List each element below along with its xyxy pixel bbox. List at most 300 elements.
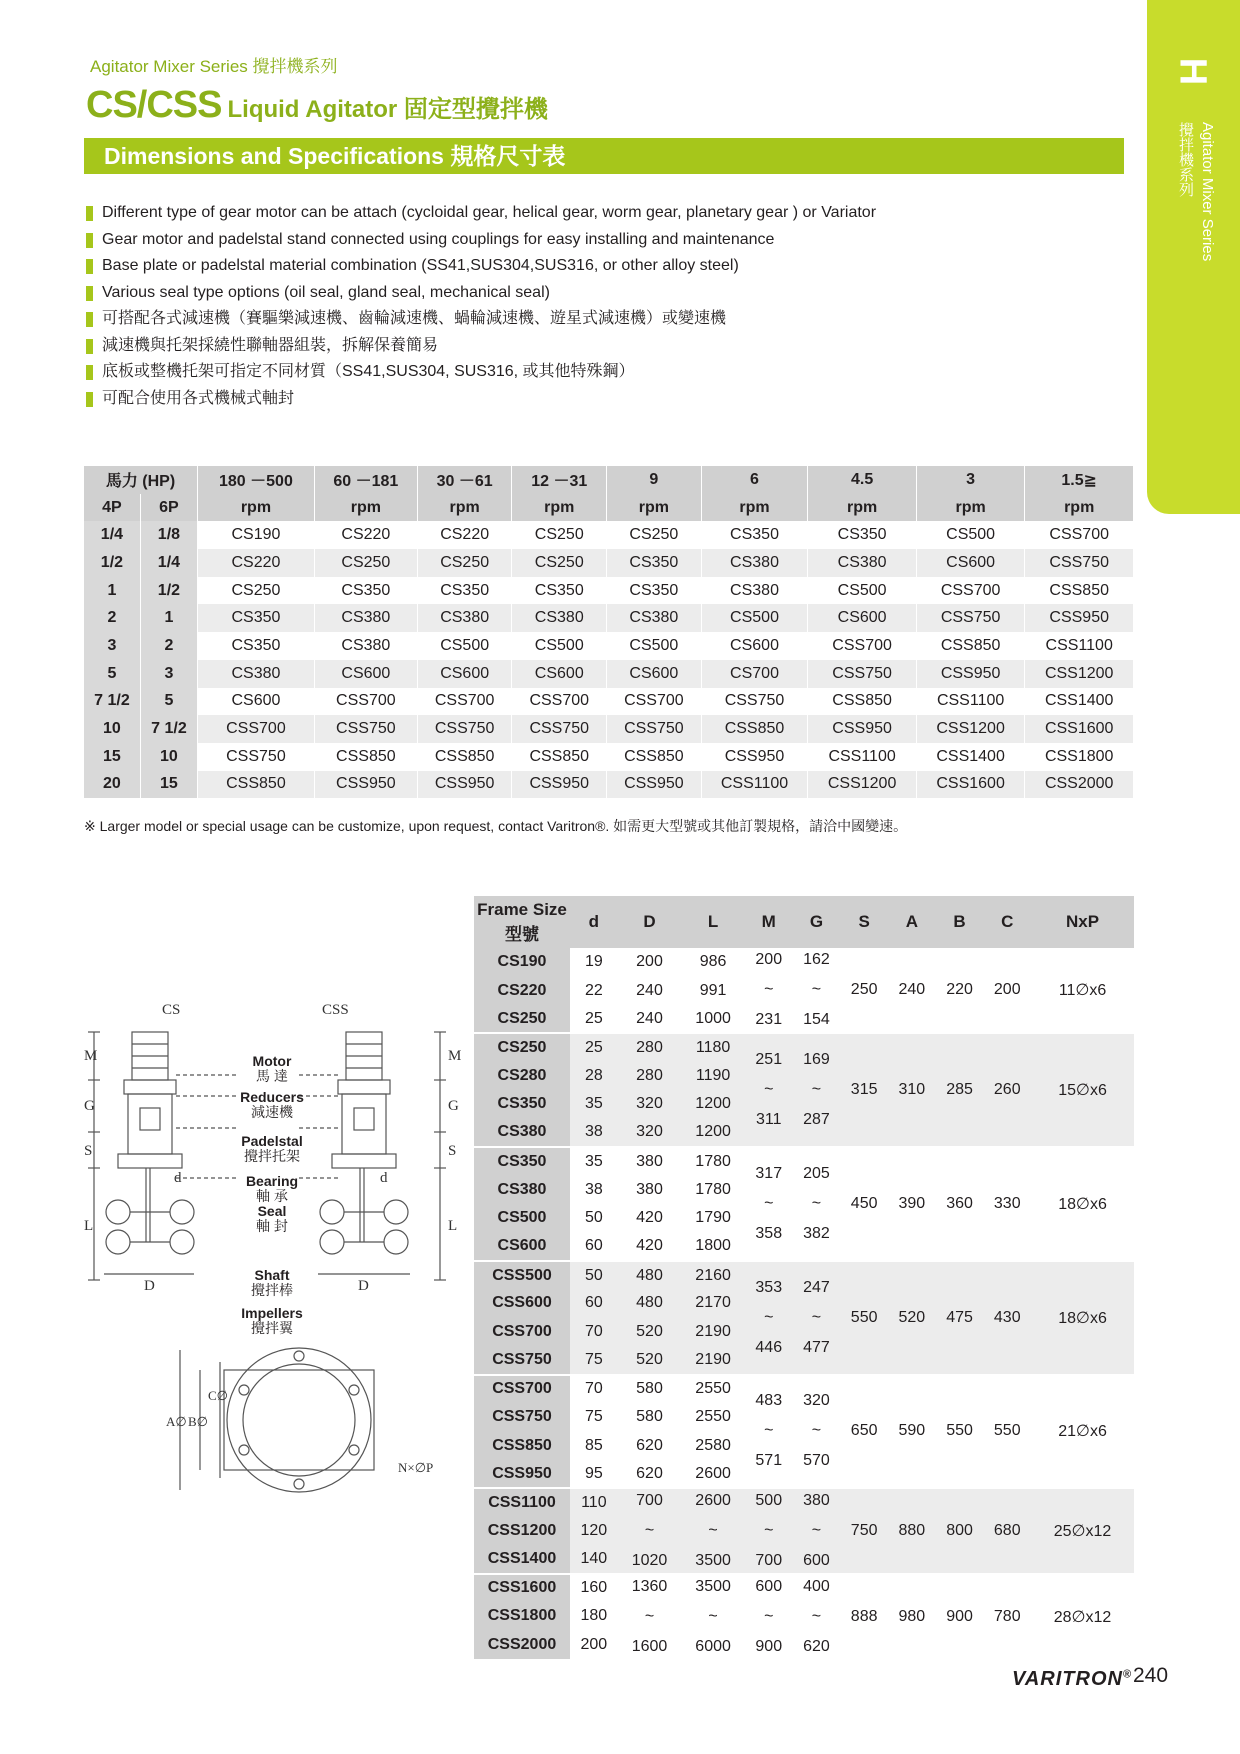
model-cell: CS600 [314,660,417,688]
model-cell: CSS700 [1025,521,1134,549]
dim-G-range [793,1147,841,1261]
range-stack [793,1165,841,1243]
range-tilde: ~ [764,1194,774,1212]
hp-4p-cell: 20 [84,771,140,799]
speed-header: 1.5≧ [1025,466,1134,494]
dim-column-header: L [681,896,745,948]
range-stack [745,951,793,1029]
range-min: 251 [755,1051,783,1069]
range-max: 477 [803,1338,830,1356]
table-row [474,1488,1134,1516]
range-tilde: ~ [811,981,822,999]
model-cell: CS500 [808,577,917,605]
model-cell: CSS700 [198,715,315,743]
model-cell: CSS750 [314,715,417,743]
table-row [474,1574,1134,1602]
dim-b-cell: 550 [936,1375,984,1489]
dim-c-dia: C∅ [208,1388,228,1403]
part-label-zh: 攪拌翼 [251,1320,293,1336]
dim-column-header: B [936,896,984,948]
cs-padelstal-shape [128,1094,172,1154]
dim-b-cell: 475 [936,1261,984,1375]
shaft-d-cell: 50 [570,1204,618,1232]
dim-c-cell: 550 [983,1375,1031,1489]
hp-4p-cell: 3 [84,632,140,660]
range-stack [745,1051,793,1129]
model-cell: CS190 [198,521,315,549]
brand-reg: ® [1122,1668,1133,1681]
flange-inner-shape [243,1364,355,1476]
model-cell: CSS700 [808,632,917,660]
model-cell: CS500 [417,632,512,660]
dim-D-cell: 240 [618,976,682,1004]
dim-column-header: G [793,896,841,948]
range-stack [745,1279,793,1357]
dim-L-cell: 2580 [681,1431,745,1459]
dim-g-left: G [84,1098,95,1114]
shaft-d-cell: 38 [570,1119,618,1147]
part-label-en: Seal [257,1203,287,1219]
model-cell: CSS850 [701,715,808,743]
range-min: 247 [803,1278,830,1296]
model-cell: CS220 [198,549,315,577]
css-impeller-shape [320,1200,344,1224]
frame-size-cell: CS280 [474,1062,570,1090]
feature-item: Gear motor and padelstal stand connected using couplings for easy installing and maintenance [86,227,876,254]
dim-D-cell: 420 [618,1232,682,1260]
model-cell: CS350 [701,521,808,549]
model-cell: CS250 [512,549,607,577]
shaft-d-cell: 180 [580,1607,608,1625]
range-min: 380 [803,1491,830,1509]
dim-s-left: S [84,1143,93,1159]
range-tilde: ~ [811,1194,822,1212]
dim-G-range [793,1375,841,1489]
dim-a-cell: 980 [888,1574,936,1659]
model-cell: CSS850 [916,632,1025,660]
part-label-zh: 減速機 [251,1104,293,1120]
part-label-en: Padelstal [241,1133,303,1149]
frame-size-cell: CS350 [474,1147,570,1175]
frame-size-cell: CS190 [474,948,570,976]
model-cell: CS380 [314,604,417,632]
frame-size-cell: CS250 [474,1033,570,1061]
model-cell: CSS1100 [1025,632,1134,660]
cs-reducer-shape [124,1080,176,1094]
table-row [84,715,1134,743]
range-max: 287 [803,1111,830,1129]
frame-size-cell: CSS1600 [474,1574,570,1602]
dim-b-cell: 800 [936,1488,984,1573]
table-row [474,1261,1134,1289]
dim-g-right: G [448,1098,459,1114]
rpm-unit: rpm [198,494,315,522]
model-cell: CSS850 [314,743,417,771]
dim-L-cell: 2550 [681,1375,745,1403]
range-stack [618,1578,682,1656]
dim-s-cell: 315 [840,1033,888,1147]
dim-L-cell: 1190 [681,1062,745,1090]
model-cell: CSS850 [1025,577,1134,605]
model-cell: CS380 [808,549,917,577]
dim-c-cell: 680 [983,1488,1031,1573]
model-cell: CSS1600 [1025,715,1134,743]
frame-size-cell: CS220 [474,976,570,1004]
dim-column-header: D [618,896,682,948]
model-cell: CSS1600 [916,771,1025,799]
hp-4p-cell: 5 [84,660,140,688]
model-cell: CSS2000 [1025,771,1134,799]
frame-size-cell: CS250 [474,1005,570,1033]
range-min: 700 [636,1491,663,1509]
dim-c-cell: 430 [983,1261,1031,1375]
model-cell: CSS700 [314,688,417,716]
table-row [84,660,1134,688]
feature-list [86,200,876,412]
shaft-d-cell: 85 [570,1431,618,1459]
dim-column-header: M [745,896,793,948]
hp-6p-cell: 1 [140,604,197,632]
table-row [84,577,1134,605]
range-max: 311 [755,1111,782,1129]
model-cell: CS350 [417,577,512,605]
css-reducer-shape [338,1080,390,1094]
model-cell: CSS1200 [1025,660,1134,688]
dim-D-cell: 380 [618,1176,682,1204]
dim-L-cell: 1180 [681,1033,745,1061]
frame-size-cell: CSS500 [474,1261,570,1289]
shaft-d-cell: 22 [570,976,618,1004]
shaft-d-cell: 35 [570,1147,618,1175]
dim-c-cell: 200 [983,948,1031,1033]
shaft-d-cell: 75 [570,1403,618,1431]
range-max: 231 [755,1011,783,1029]
rpm-unit: rpm [607,494,702,522]
dim-L-cell: 991 [681,976,745,1004]
dim-l-right: L [448,1218,458,1234]
model-cell: CSS950 [512,771,607,799]
shaft-d-cell: 35 [570,1090,618,1118]
feature-item: Base plate or padelstal material combination (SS41,SUS304,SUS316, or other alloy steel) [86,253,876,280]
model-cell: CSS750 [808,660,917,688]
dim-D-cell: 280 [618,1062,682,1090]
model-cell: CSS700 [417,688,512,716]
model-cell: CSS1200 [916,715,1025,743]
shaft-d-cell: 60 [570,1232,618,1260]
dim-s-right: S [448,1143,457,1159]
frame-size-label: Frame Size [477,899,567,919]
shaft-d-cell: 38 [570,1176,618,1204]
spec-table [84,466,1134,798]
dim-D-range [618,1488,682,1573]
model-cell: CSS1100 [808,743,917,771]
range-tilde: ~ [764,1081,774,1099]
range-stack [793,1578,841,1656]
model-cell: CS380 [607,604,702,632]
range-tilde: ~ [811,1422,822,1440]
range-stack [793,1392,841,1470]
shaft-d-cell: 110 [570,1488,618,1516]
model-cell: CSS750 [607,715,702,743]
css-base-shape [332,1154,396,1168]
dim-s-cell: 650 [840,1375,888,1489]
part-label-en: Impellers [241,1305,303,1321]
dim-b-cell: 285 [936,1033,984,1147]
part-label-zh: 攪拌棒 [251,1282,293,1298]
range-min: 200 [755,951,783,969]
dim-D-cell: 620 [618,1431,682,1459]
shaft-d-cell: 160 [570,1574,618,1602]
frame-size-cell: CS380 [474,1119,570,1147]
table-row [84,743,1134,771]
range-max: 446 [755,1338,783,1356]
model-cell: CS350 [808,521,917,549]
frame-size-cell: CSS1800 [474,1602,570,1630]
model-cell: CS600 [701,632,808,660]
cs-base-shape [118,1154,182,1168]
dim-c-cell: 260 [983,1033,1031,1147]
range-min: 500 [755,1491,783,1509]
shaft-d-cell: 200 [580,1635,608,1653]
cs-label: CS [162,1002,181,1018]
range-max: 6000 [695,1637,731,1655]
range-max: 154 [803,1011,830,1029]
model-cell: CS250 [417,549,512,577]
range-max: 3500 [695,1551,731,1569]
css-padelstal-shape [342,1094,386,1154]
title-subtitle: Liquid Agitator 固定型攪拌機 [227,96,548,123]
dim-L-cell: 1000 [681,1005,745,1033]
speed-header: 3 [916,466,1025,494]
dim-nxp-cell: 15∅x6 [1031,1033,1134,1147]
dim-D-cell: 280 [618,1033,682,1061]
range-min: 320 [803,1392,830,1410]
hp-header: 馬力 (HP) [84,466,198,494]
range-min: 400 [803,1577,830,1595]
range-min: 3500 [695,1577,731,1595]
model-cell: CS600 [808,604,917,632]
dim-L-range [681,1574,745,1659]
speed-header: 12 －31 [512,466,607,494]
model-cell: CSS850 [198,771,315,799]
dim-L-cell: 1200 [681,1090,745,1118]
dim-a-cell: 880 [888,1488,936,1573]
model-cell: CSS1100 [701,771,808,799]
dim-M-range [745,1261,793,1375]
dim-M-range [745,1488,793,1573]
dim-c-cell: 780 [983,1574,1031,1659]
page-title [86,84,548,127]
dim-nxp-cell: 18∅x6 [1031,1261,1134,1375]
speed-header: 6 [701,466,808,494]
shaft-d-cell: 75 [570,1346,618,1374]
dim-L-cell: 986 [681,948,745,976]
model-cell: CS380 [198,660,315,688]
dim-a-cell: 390 [888,1147,936,1261]
table-row [474,948,1134,976]
model-cell: CSS850 [512,743,607,771]
dim-s-cell: 888 [840,1574,888,1659]
range-min: 353 [755,1278,783,1296]
table-row [84,604,1134,632]
rpm-unit: rpm [1025,494,1134,522]
dim-M-range [745,1574,793,1659]
range-stack [793,1492,841,1570]
range-stack [618,1492,682,1570]
model-cell: CSS700 [607,688,702,716]
range-max: 900 [755,1637,783,1655]
frame-size-cell: CSS700 [474,1375,570,1403]
model-cell: CSS850 [417,743,512,771]
dim-column-header: d [570,896,618,948]
css-label: CSS [322,1002,349,1018]
dim-b-cell: 360 [936,1147,984,1261]
rpm-unit: rpm [512,494,607,522]
range-max: 571 [755,1452,783,1470]
range-tilde: ~ [811,1308,822,1326]
frame-size-cell: CSS2000 [474,1631,570,1659]
model-cell: CSS750 [1025,549,1134,577]
model-cell: CS350 [198,604,315,632]
dim-D-cell: 380 [618,1147,682,1175]
dim-nxp: N×∅P [398,1460,434,1475]
range-max: 1600 [631,1637,668,1655]
dim-d-small-cs: d [174,1170,182,1186]
dim-D-cell: 580 [618,1403,682,1431]
dim-G-range [793,948,841,1033]
feature-item: 可搭配各式減速機（賽驅樂減速機、齒輪減速機、蝸輪減速機、遊星式減速機）或變速機 [86,306,876,333]
model-cell: CSS950 [417,771,512,799]
range-tilde: ~ [764,1607,774,1625]
range-min: 600 [755,1577,783,1595]
speed-header: 9 [607,466,702,494]
dim-nxp-cell: 18∅x6 [1031,1147,1134,1261]
speed-header: 180 －500 [198,466,315,494]
table-row [84,521,1134,549]
range-tilde: ~ [708,1521,718,1539]
shaft-d-cell: 28 [570,1062,618,1090]
range-max: 570 [803,1452,830,1470]
range-max: 700 [755,1551,783,1569]
shaft-d-cell: 25 [570,1033,618,1061]
range-max: 1020 [631,1551,668,1569]
dim-nxp-cell: 28∅x12 [1031,1574,1134,1659]
range-tilde: ~ [708,1607,718,1625]
dim-a-dia: A∅ [166,1414,187,1429]
model-cell: CS350 [198,632,315,660]
rpm-unit: rpm [916,494,1025,522]
part-label-en: Reducers [240,1089,304,1105]
title-model: CS/CSS [86,84,222,126]
dimension-table [474,896,1134,1659]
model-cell: CSS1100 [916,688,1025,716]
hp-4p-cell: 2 [84,604,140,632]
frame-size-cell: CSS1100 [474,1488,570,1516]
dim-b-cell: 220 [936,948,984,1033]
feature-item: 減速機與托架採繞性聯軸器組裝，拆解保養簡易 [86,333,876,360]
range-stack [681,1492,745,1570]
dim-D-cell: 320 [618,1090,682,1118]
range-min: 205 [803,1164,830,1182]
range-stack [745,1165,793,1243]
hp-6p-cell: 5 [140,688,197,716]
model-cell: CS250 [314,549,417,577]
dim-D-cell: 580 [618,1375,682,1403]
dim-m-right: M [448,1048,462,1064]
range-max: 358 [755,1224,783,1242]
hp-4p-cell: 1/4 [84,521,140,549]
model-cell: CSS950 [808,715,917,743]
range-tilde: ~ [811,1521,822,1539]
pole-4p-header: 4P [84,494,140,522]
shaft-d-cell: 25 [570,1005,618,1033]
model-cell: CSS950 [1025,604,1134,632]
dim-column-header: C [983,896,1031,948]
speed-header: 60 －181 [314,466,417,494]
model-cell: CSS1800 [1025,743,1134,771]
model-cell: CSS700 [916,577,1025,605]
dim-M-range [745,1033,793,1147]
hp-6p-cell: 15 [140,771,197,799]
model-cell: CS350 [607,549,702,577]
frame-size-cell: CS350 [474,1090,570,1118]
table-row [84,771,1134,799]
model-cell: CS500 [607,632,702,660]
model-cell: CS380 [701,577,808,605]
range-tilde: ~ [764,1308,774,1326]
range-max: 382 [803,1224,830,1242]
rpm-unit: rpm [808,494,917,522]
frame-size-cell: CSS1200 [474,1517,570,1545]
range-min: 317 [755,1164,783,1182]
model-cell: CS220 [417,521,512,549]
dim-column-header: NxP [1031,896,1134,948]
dim-D-cell: 520 [618,1346,682,1374]
dim-nxp-cell: 11∅x6 [1031,948,1134,1033]
range-min: 1360 [631,1577,668,1595]
range-tilde: ~ [644,1521,655,1539]
dim-column-header: S [840,896,888,948]
series-label: Agitator Mixer Series 攪拌機系列 [90,57,338,76]
hp-4p-cell: 10 [84,715,140,743]
dim-D-cell: 200 [618,948,682,976]
rpm-unit: rpm [314,494,417,522]
model-cell: CS350 [607,577,702,605]
dim-L-cell: 1200 [681,1119,745,1147]
speed-header: 30 －61 [417,466,512,494]
rpm-unit: rpm [701,494,808,522]
part-label-en: Bearing [245,1173,299,1189]
dim-D-cell: 480 [618,1261,682,1289]
dim-L-range [681,1488,745,1573]
custom-order-note: ※ Larger model or special usage can be customize, upon request, contact Varitron®. 如需更大型號或其他訂製規格，請洽中國變速。 [84,818,908,834]
part-label-zh: 攪拌托架 [244,1148,300,1164]
table-row [474,1375,1134,1403]
hp-6p-cell: 3 [140,660,197,688]
table-row [84,549,1134,577]
range-max: 620 [803,1637,830,1655]
range-tilde: ~ [644,1607,655,1625]
frame-size-cell: CS600 [474,1232,570,1260]
model-cell: CS350 [314,577,417,605]
dim-D-range [618,1574,682,1659]
model-cell: CSS750 [198,743,315,771]
dim-L-cell: 1800 [681,1232,745,1260]
model-cell: CSS750 [512,715,607,743]
model-cell: CSS1400 [916,743,1025,771]
hp-4p-cell: 15 [84,743,140,771]
side-tab-line-zh: 攪拌機系列 [1177,122,1194,197]
